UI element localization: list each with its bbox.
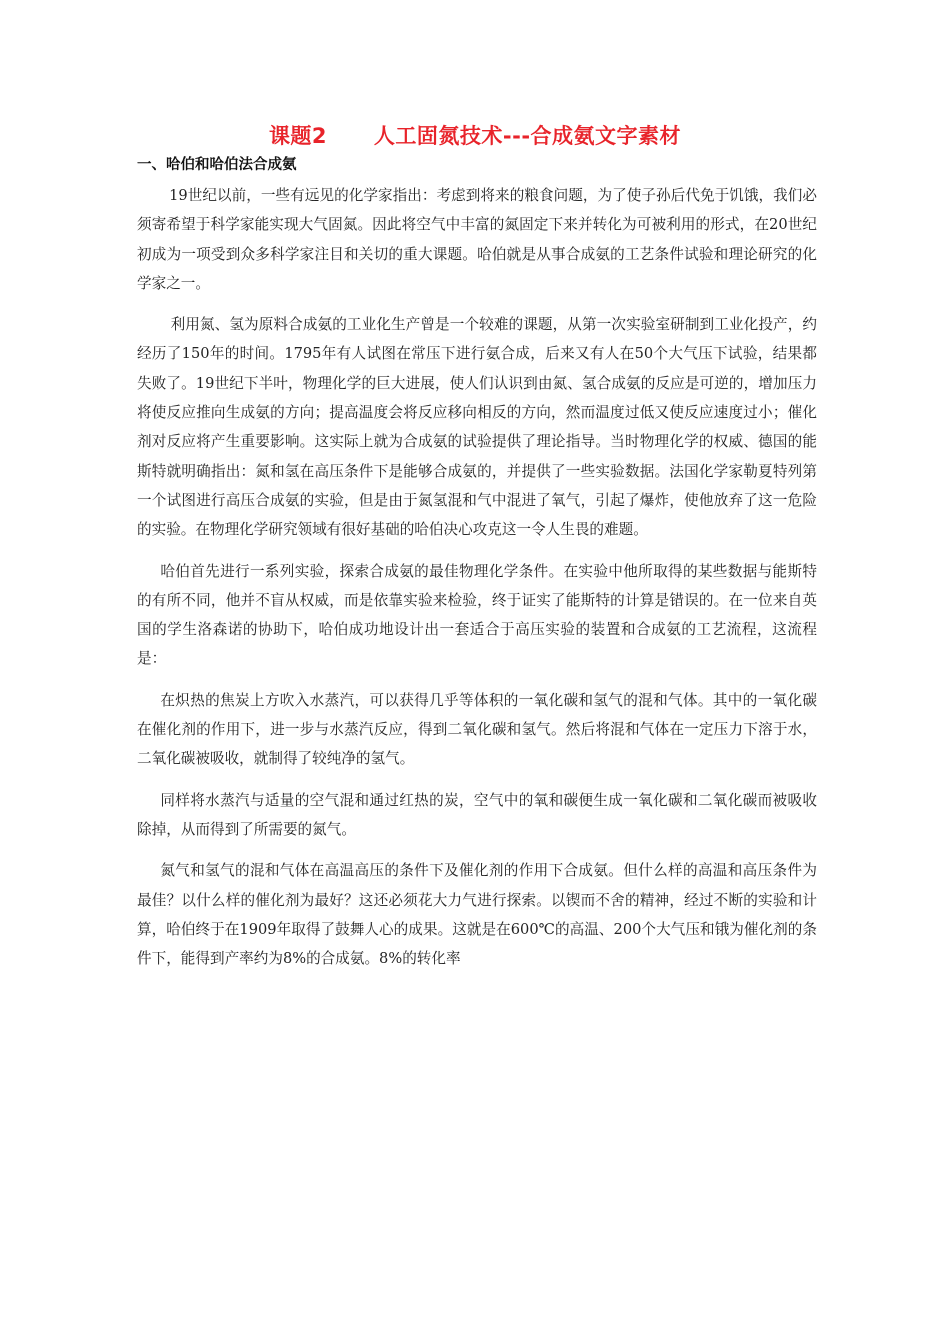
paragraph-1: 19世纪以前，一些有远见的化学家指出：考虑到将来的粮食问题，为了使子孙后代免于饥饿，我们必须寄希望于科学家能实现大气固氮。因此将空气中丰富的氮固定下来并转化为可被利用的形式，在20世纪初成为一项受到众多科学家注目和关切的重大课题。哈伯就是从事合成氨的工艺条件试验和理论研究的化学家之一。 [137, 187, 817, 292]
paragraph-4: 在炽热的焦炭上方吹入水蒸汽，可以获得几乎等体积的一氧化碳和氢气的混和气体。其中的一氧化碳在催化剂的作用下，进一步与水蒸汽反应，得到二氧化碳和氢气。然后将混和气体在一定压力下溶于水，二氧化碳被吸收，就制得了较纯净的氢气。 [137, 691, 817, 768]
page-title: 课题2 人工固氮技术---合成氨文字素材 [268, 124, 682, 148]
section-heading: 一、哈伯和哈伯法合成氨 [137, 157, 297, 173]
paragraph-2: 利用氮、氢为原料合成氨的工业化生产曾是一个较难的课题，从第一次实验室研制到工业化投产，约经历了150年的时间。1795年有人试图在常压下进行氨合成，后来又有人在50个大气压下试验，结果都失败了。19世纪下半叶，物理化学的巨大进展，使人们认识到由氮、氢合成氨的反应是可逆的，增加压力将使反应推向生成氨的方向；提高温度会将反应移向相反的方向，然而温度过低又使反应速度过小；催化剂对反应将产生重要影响。这实际上就为合成氨的试验提供了理论指导。当时物理化学的权威、德国的能斯特就明确指出：氮和氢在高压条件下是能够合成氨的，并提供了一些实验数据。法国化学家勒夏特列第一个试图进行高压合成氨的实验，但是由于氮氢混和气中混进了氧气，引起了爆炸，使他放弃了这一危险的实验。在物理化学研究领域有很好基础的哈伯决心攻克这一令人生畏的难题。 [137, 316, 817, 539]
document-body [137, 181, 817, 985]
paragraph-3: 哈伯首先进行一系列实验，探索合成氨的最佳物理化学条件。在实验中他所取得的某些数据与能斯特的有所不同，他并不盲从权威，而是依靠实验来检验，终于证实了能斯特的计算是错误的。在一位来自英国的学生洛森诺的协助下，哈伯成功地设计出一套适合于高压实验的装置和合成氨的工艺流程，这流程是： [137, 562, 817, 668]
paragraph-5: 同样将水蒸汽与适量的空气混和通过红热的炭，空气中的氧和碳便生成一氧化碳和二氧化碳而被吸收除掉，从而得到了所需要的氮气。 [137, 791, 817, 838]
paragraph-6: 氮气和氢气的混和气体在高温高压的条件下及催化剂的作用下合成氨。但什么样的高温和高压条件为最佳？以什么样的催化剂为最好？这还必须花大力气进行探索。以锲而不舍的精神，经过不断的实验和计算，哈伯终于在1909年取得了鼓舞人心的成果。这就是在600℃的高温、200个大气压和锇为催化剂的条件下，能得到产率约为8%的合成氨。8%的转化率 [137, 862, 817, 968]
